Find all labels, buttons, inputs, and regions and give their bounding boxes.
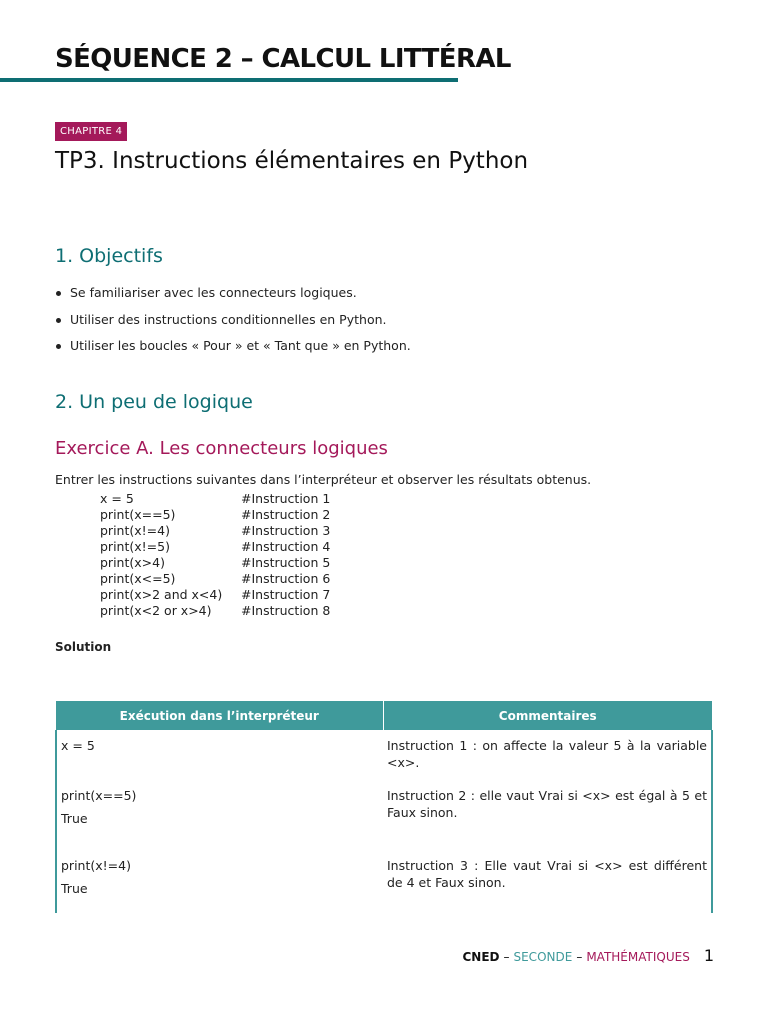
instruction-code: print(x<=5) (100, 571, 176, 586)
instruction-code: x = 5 (100, 491, 134, 506)
sequence-title: SÉQUENCE 2 – CALCUL LITTÉRAL (55, 44, 511, 74)
exercise-title: Exercice A. Les connecteurs logiques (55, 438, 388, 459)
section-heading-logique: 2. Un peu de logique (55, 391, 253, 413)
objectives-list (55, 280, 411, 360)
page-title: TP3. Instructions élémentaires en Python (55, 148, 529, 174)
instruction-row (100, 603, 330, 619)
instruction-row (100, 539, 330, 555)
execution-cell (56, 850, 383, 913)
instruction-row (100, 555, 330, 571)
instruction-list (100, 491, 330, 619)
output-line: True (61, 811, 88, 826)
instruction-row (100, 507, 330, 523)
instruction-row (100, 587, 330, 603)
table-row (56, 730, 712, 780)
page-number: 1 (703, 946, 714, 965)
instruction-row (100, 523, 330, 539)
instruction-comment: #Instruction 6 (241, 571, 331, 586)
comment-cell: Instruction 1 : on affecte la valeur 5 à la variable <x>. (383, 730, 712, 780)
instruction-comment: #Instruction 3 (241, 523, 331, 538)
code-line: print(x==5) (61, 788, 137, 803)
column-header-execution: Exécution dans l’interpréteur (56, 701, 383, 730)
solution-label: Solution (55, 640, 112, 654)
instruction-comment: #Instruction 2 (241, 507, 331, 522)
footer-separator: – (576, 950, 583, 964)
section-heading-objectifs: 1. Objectifs (55, 245, 163, 267)
execution-cell (56, 780, 383, 850)
comment-cell: Instruction 2 : elle vaut Vrai si <x> est égal à 5 et Faux sinon. (383, 780, 712, 850)
list-item: Utiliser des instructions conditionnelles en Python. (55, 307, 411, 334)
instruction-code: print(x>2 and x<4) (100, 587, 223, 602)
instruction-code: print(x>4) (100, 555, 165, 570)
table-header-row (56, 701, 712, 730)
instruction-comment: #Instruction 5 (241, 555, 331, 570)
code-line: print(x!=4) (61, 858, 131, 873)
instruction-comment: #Instruction 7 (241, 587, 331, 602)
footer-separator: – (503, 950, 510, 964)
table-row (56, 850, 712, 913)
instruction-row (100, 491, 330, 507)
chapter-badge: CHAPITRE 4 (55, 122, 127, 141)
list-item: Se familiariser avec les connecteurs logiques. (55, 280, 411, 307)
instruction-code: print(x!=5) (100, 539, 170, 554)
instruction-comment: #Instruction 1 (241, 491, 331, 506)
instruction-row (100, 571, 330, 587)
instruction-code: print(x<2 or x>4) (100, 603, 212, 618)
table-row (56, 780, 712, 850)
instruction-comment: #Instruction 4 (241, 539, 331, 554)
comment-cell: Instruction 3 : Elle vaut Vrai si <x> est différent de 4 et Faux sinon. (383, 850, 712, 913)
footer-subject: MATHÉMATIQUES (586, 950, 690, 964)
footer-level: SECONDE (513, 950, 573, 964)
title-underline (0, 78, 458, 82)
column-header-comments: Commentaires (383, 701, 712, 730)
page-footer (462, 946, 714, 965)
instruction-code: print(x==5) (100, 507, 176, 522)
exercise-intro: Entrer les instructions suivantes dans l’interpréteur et observer les résultats obtenus. (55, 472, 592, 487)
output-line: True (61, 881, 88, 896)
list-item: Utiliser les boucles « Pour » et « Tant que » en Python. (55, 333, 411, 360)
footer-org: CNED (462, 950, 500, 964)
instruction-code: print(x!=4) (100, 523, 170, 538)
instruction-comment: #Instruction 8 (241, 603, 331, 618)
execution-cell (56, 730, 383, 780)
code-line: x = 5 (61, 738, 95, 753)
solution-table (55, 701, 713, 913)
